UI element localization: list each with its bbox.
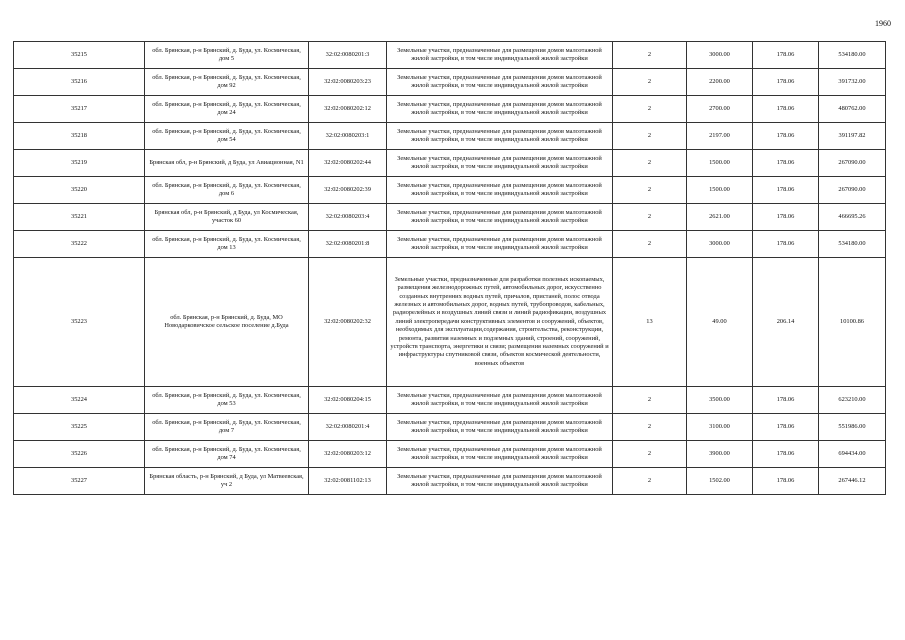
row-number: 35215: [14, 42, 145, 69]
address-cell: Брянская область, р-н Брянский, д Буда, ул Матвеевская, уч 2: [145, 468, 309, 495]
specific-value-cell: 178.06: [753, 204, 819, 231]
specific-value-cell: 178.06: [753, 387, 819, 414]
address-cell: обл. Брянская, р-н Брянский, д. Буда, ул. Космическая, дом 53: [145, 387, 309, 414]
area-cell: 1502.00: [687, 468, 753, 495]
group-cell: 2: [613, 150, 687, 177]
cadastral-value-cell: 694434.00: [819, 441, 886, 468]
specific-value-cell: 178.06: [753, 69, 819, 96]
group-cell: 2: [613, 441, 687, 468]
address-cell: Брянская обл, р-н Брянский, д Буда, ул Авиационная, N1: [145, 150, 309, 177]
table-row: [14, 123, 886, 150]
land-use-cell: Земельные участки, предназначенные для размещения домов малоэтажной жилой застройки, в том числе индивидуальной жилой застройки: [387, 204, 613, 231]
specific-value-cell: 178.06: [753, 123, 819, 150]
address-cell: обл. Брянская, р-н Брянский, д. Буда, ул. Космическая, дом 7: [145, 414, 309, 441]
cadastral-number-cell: 32:02:0080202:32: [309, 258, 387, 387]
table-row: [14, 150, 886, 177]
area-cell: 3500.00: [687, 387, 753, 414]
cadastral-value-cell: 534180.00: [819, 42, 886, 69]
cadastral-value-cell: 551986.00: [819, 414, 886, 441]
land-use-cell: Земельные участки, предназначенные для размещения домов малоэтажной жилой застройки, в том числе индивидуальной жилой застройки: [387, 441, 613, 468]
specific-value-cell: 178.06: [753, 231, 819, 258]
group-cell: 2: [613, 204, 687, 231]
cadastral-number-cell: 32:02:0080203:23: [309, 69, 387, 96]
row-number: 35226: [14, 441, 145, 468]
address-cell: обл. Брянская, р-н Брянский, д. Буда, ул. Космическая, дом 5: [145, 42, 309, 69]
land-use-cell: Земельные участки, предназначенные для размещения домов малоэтажной жилой застройки, в том числе индивидуальной жилой застройки: [387, 123, 613, 150]
address-cell: обл. Брянская, р-н Брянский, д. Буда, ул. Космическая, дом 92: [145, 69, 309, 96]
land-use-cell: Земельные участки, предназначенные для разработки полезных ископаемых, размещения железнодорожных путей, автомобильных дорог, искусственно созданных внутренних водных путей, причалов, пристаней, полос отвода железных и автомобильных дорог, водных путей, трубопроводов, кабельных, радиорелейных и воздушных линий связи и линий радиофикации, воздушных линий электропередачи конструктивных элементов и сооружений, объектов, необходимых для эксплуатации,содержания, строительства, реконструкции, ремонта, развития наземных и подземных зданий, строений, сооружений, устройств транспорта, энергетики и связи; размещения наземных сооружений и инфраструктуры спутниковой связи, объектов космической деятельности, военных объектов: [387, 258, 613, 387]
group-cell: 2: [613, 414, 687, 441]
group-cell: 2: [613, 177, 687, 204]
group-cell: 2: [613, 231, 687, 258]
specific-value-cell: 178.06: [753, 441, 819, 468]
address-cell: обл. Брянская, р-н Брянский, д. Буда, ул. Космическая, дом 13: [145, 231, 309, 258]
area-cell: 2197.00: [687, 123, 753, 150]
land-use-cell: Земельные участки, предназначенные для размещения домов малоэтажной жилой застройки, в том числе индивидуальной жилой застройки: [387, 468, 613, 495]
cadastral-number-cell: 32:02:0080203:4: [309, 204, 387, 231]
table-row: [14, 69, 886, 96]
address-cell: обл. Брянская, р-н Брянский, д. Буда, ул. Космическая, дом 24: [145, 96, 309, 123]
cadastral-value-cell: 480762.00: [819, 96, 886, 123]
cadastral-number-cell: 32:02:0080204:15: [309, 387, 387, 414]
row-number: 35222: [14, 231, 145, 258]
row-number: 35225: [14, 414, 145, 441]
cadastral-value-cell: 534180.00: [819, 231, 886, 258]
cadastral-number-cell: 32:02:0080201:4: [309, 414, 387, 441]
area-cell: 3900.00: [687, 441, 753, 468]
specific-value-cell: 206.14: [753, 258, 819, 387]
address-cell: обл. Брянская, р-н Брянский, д. Буда, МО Новодарковичское сельское поселение д.Буда: [145, 258, 309, 387]
row-number: 35223: [14, 258, 145, 387]
group-cell: 2: [613, 96, 687, 123]
group-cell: 2: [613, 42, 687, 69]
row-number: 35218: [14, 123, 145, 150]
area-cell: 2621.00: [687, 204, 753, 231]
area-cell: 1500.00: [687, 177, 753, 204]
table-row: [14, 468, 886, 495]
cadastral-value-cell: 623210.00: [819, 387, 886, 414]
row-number: 35220: [14, 177, 145, 204]
group-cell: 13: [613, 258, 687, 387]
row-number: 35224: [14, 387, 145, 414]
specific-value-cell: 178.06: [753, 96, 819, 123]
specific-value-cell: 178.06: [753, 177, 819, 204]
group-cell: 2: [613, 123, 687, 150]
address-cell: обл. Брянская, р-н Брянский, д. Буда, ул. Космическая, дом 74: [145, 441, 309, 468]
area-cell: 3000.00: [687, 231, 753, 258]
cadastral-value-table: [13, 41, 886, 495]
land-use-cell: Земельные участки, предназначенные для размещения домов малоэтажной жилой застройки, в том числе индивидуальной жилой застройки: [387, 177, 613, 204]
group-cell: 2: [613, 69, 687, 96]
specific-value-cell: 178.06: [753, 414, 819, 441]
cadastral-number-cell: 32:02:0081102:13: [309, 468, 387, 495]
table-row: [14, 96, 886, 123]
cadastral-value-cell: 466695.26: [819, 204, 886, 231]
specific-value-cell: 178.06: [753, 42, 819, 69]
row-number: 35216: [14, 69, 145, 96]
page-number: 1960: [875, 19, 891, 28]
group-cell: 2: [613, 387, 687, 414]
group-cell: 2: [613, 468, 687, 495]
cadastral-value-cell: 267090.00: [819, 177, 886, 204]
cadastral-value-cell: 391197.82: [819, 123, 886, 150]
cadastral-number-cell: 32:02:0080202:39: [309, 177, 387, 204]
table-row: [14, 204, 886, 231]
cadastral-number-cell: 32:02:0080203:12: [309, 441, 387, 468]
area-cell: 49.00: [687, 258, 753, 387]
land-use-cell: Земельные участки, предназначенные для размещения домов малоэтажной жилой застройки, в том числе индивидуальной жилой застройки: [387, 96, 613, 123]
area-cell: 2700.00: [687, 96, 753, 123]
row-number: 35217: [14, 96, 145, 123]
land-use-cell: Земельные участки, предназначенные для размещения домов малоэтажной жилой застройки, в том числе индивидуальной жилой застройки: [387, 387, 613, 414]
cadastral-value-cell: 267090.00: [819, 150, 886, 177]
address-cell: обл. Брянская, р-н Брянский, д. Буда, ул. Космическая, дом 54: [145, 123, 309, 150]
cadastral-value-cell: 10100.86: [819, 258, 886, 387]
land-use-cell: Земельные участки, предназначенные для размещения домов малоэтажной жилой застройки, в том числе индивидуальной жилой застройки: [387, 42, 613, 69]
cadastral-value-cell: 267446.12: [819, 468, 886, 495]
cadastral-value-cell: 391732.00: [819, 69, 886, 96]
table-row: [14, 258, 886, 387]
table-row: [14, 231, 886, 258]
land-use-cell: Земельные участки, предназначенные для размещения домов малоэтажной жилой застройки, в том числе индивидуальной жилой застройки: [387, 231, 613, 258]
area-cell: 3100.00: [687, 414, 753, 441]
table-row: [14, 177, 886, 204]
table-row: [14, 441, 886, 468]
table-row: [14, 414, 886, 441]
specific-value-cell: 178.06: [753, 150, 819, 177]
table-row: [14, 387, 886, 414]
row-number: 35221: [14, 204, 145, 231]
land-use-cell: Земельные участки, предназначенные для размещения домов малоэтажной жилой застройки, в том числе индивидуальной жилой застройки: [387, 69, 613, 96]
cadastral-number-cell: 32:02:0080202:12: [309, 96, 387, 123]
land-use-cell: Земельные участки, предназначенные для размещения домов малоэтажной жилой застройки, в том числе индивидуальной жилой застройки: [387, 414, 613, 441]
cadastral-number-cell: 32:02:0080201:8: [309, 231, 387, 258]
row-number: 35227: [14, 468, 145, 495]
cadastral-number-cell: 32:02:0080202:44: [309, 150, 387, 177]
area-cell: 2200.00: [687, 69, 753, 96]
cadastral-number-cell: 32:02:0080201:3: [309, 42, 387, 69]
area-cell: 1500.00: [687, 150, 753, 177]
area-cell: 3000.00: [687, 42, 753, 69]
address-cell: обл. Брянская, р-н Брянский, д. Буда, ул. Космическая, дом 6: [145, 177, 309, 204]
address-cell: Брянская обл, р-н Брянский, д Буда, ул Космическая, участок 60: [145, 204, 309, 231]
cadastral-number-cell: 32:02:0080203:1: [309, 123, 387, 150]
table-row: [14, 42, 886, 69]
row-number: 35219: [14, 150, 145, 177]
specific-value-cell: 178.06: [753, 468, 819, 495]
land-use-cell: Земельные участки, предназначенные для размещения домов малоэтажной жилой застройки, в том числе индивидуальной жилой застройки: [387, 150, 613, 177]
